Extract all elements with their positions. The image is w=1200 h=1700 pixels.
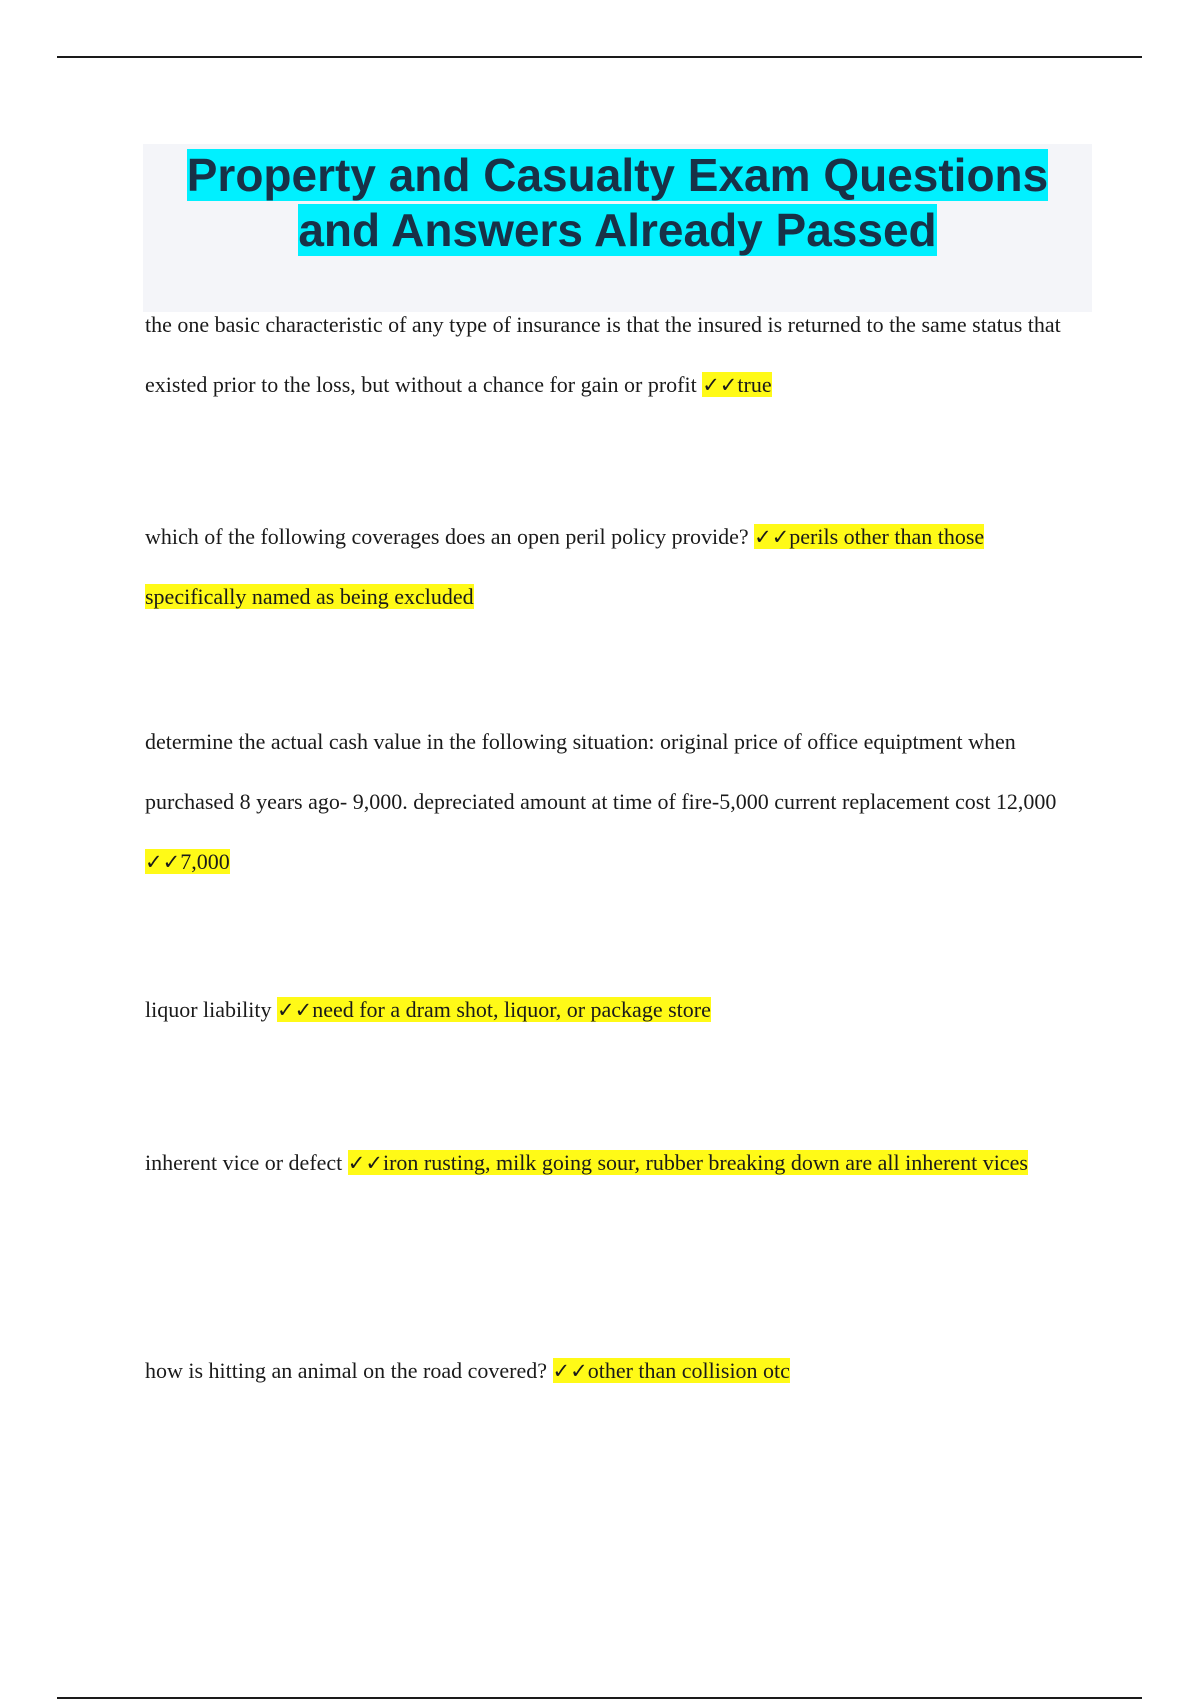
qa-item-4	[145, 980, 1090, 1040]
answer-text: 7,000	[180, 849, 230, 874]
question-text: inherent vice or defect	[145, 1150, 343, 1175]
qa-item-1	[145, 295, 1090, 415]
bottom-rule	[57, 1697, 1142, 1699]
answer-highlight	[145, 849, 230, 874]
question-text: which of the following coverages does an open peril policy provide?	[145, 524, 749, 549]
double-check-icon: ✓✓	[754, 525, 790, 549]
double-check-icon: ✓✓	[277, 998, 313, 1022]
double-check-icon: ✓✓	[702, 373, 738, 397]
double-check-icon: ✓✓	[552, 1359, 588, 1383]
answer-text: need for a dram shot, liquor, or package store	[312, 997, 711, 1022]
qa-item-3	[145, 712, 1090, 892]
question-text: determine the actual cash value in the following situation: original price of office equiptment when purchased 8 years ago- 9,000. depreciated amount at time of fire-5,000 current replacement cost 12,000	[145, 729, 1057, 814]
answer-text: true	[737, 372, 772, 397]
answer-highlight	[348, 1150, 1028, 1175]
answer-highlight	[702, 372, 771, 397]
answer-text: perils other than those specifically named as being excluded	[145, 524, 985, 609]
question-text: how is hitting an animal on the road covered?	[145, 1358, 547, 1383]
double-check-icon: ✓✓	[145, 850, 181, 874]
qa-item-5	[145, 1133, 1090, 1193]
question-text: liquor liability	[145, 997, 272, 1022]
title-banner	[143, 144, 1092, 312]
answer-highlight	[277, 997, 711, 1022]
answer-highlight	[553, 1358, 790, 1383]
page-title-line-2: and Answers Already Passed	[298, 204, 937, 256]
answer-text: iron rusting, milk going sour, rubber breaking down are all inherent vices	[382, 1150, 1028, 1175]
top-rule	[57, 56, 1142, 58]
double-check-icon: ✓✓	[347, 1151, 383, 1175]
answer-text: other than collision otc	[587, 1358, 790, 1383]
page-title-line-1: Property and Casualty Exam Questions	[186, 149, 1049, 201]
qa-item-6	[145, 1341, 1090, 1401]
question-text: the one basic characteristic of any type of insurance is that the insured is returned to the same status that existed prior to the loss, but without a chance for gain or profit	[145, 312, 1061, 397]
qa-item-2	[145, 507, 1090, 627]
